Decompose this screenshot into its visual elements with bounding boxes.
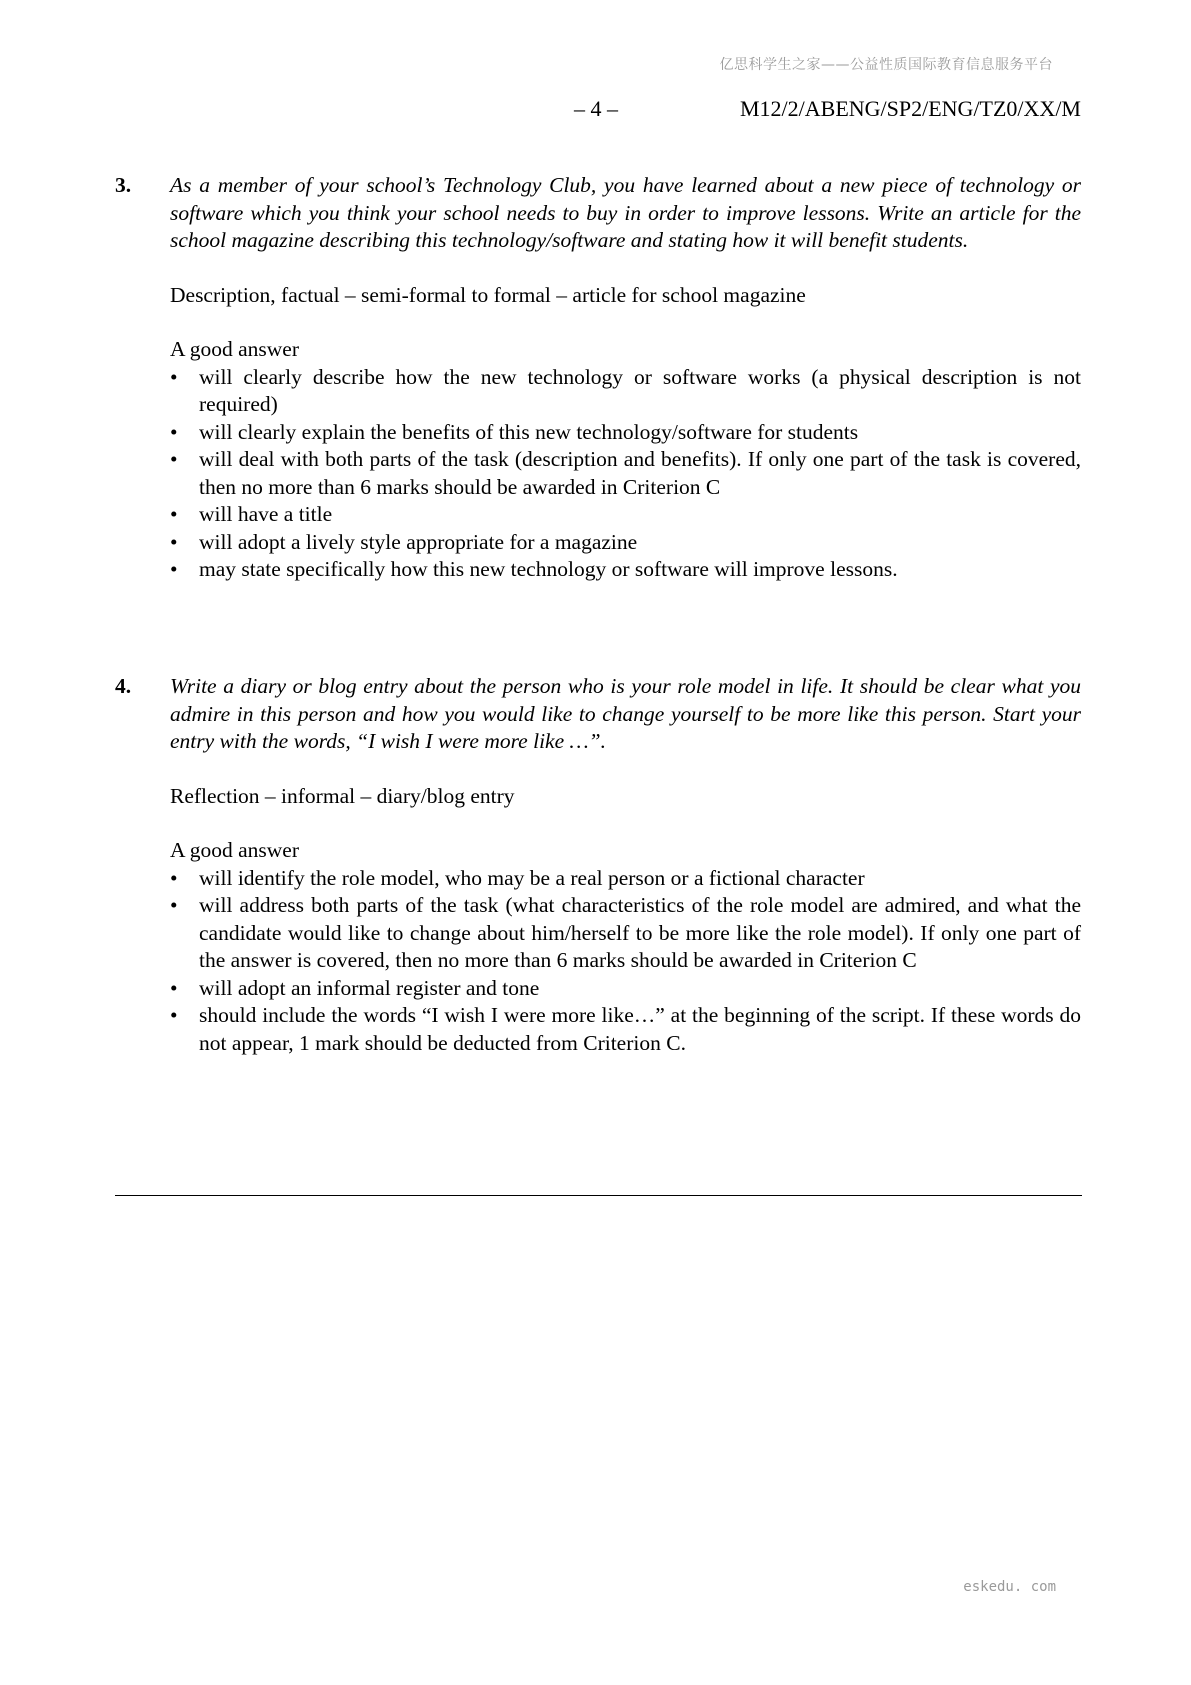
list-item-text: will identify the role model, who may be a real person or a fictional character — [199, 865, 865, 890]
bullet-glyph: • — [170, 502, 178, 526]
text-type-line: Reflection – informal – diary/blog entry — [170, 783, 515, 808]
list-item-text: will clearly explain the benefits of this new technology/software for students — [199, 419, 859, 444]
list-item — [170, 364, 1081, 419]
list-item — [170, 865, 1081, 893]
list-item — [170, 975, 1081, 1003]
document-code: M12/2/ABENG/SP2/ENG/TZ0/XX/M — [739, 96, 1081, 121]
list-item-text: will clearly describe how the new technology or software works (a physical description is not required) — [199, 364, 1081, 416]
bullet-glyph: • — [170, 364, 178, 389]
list-item — [170, 529, 1081, 557]
list-item-text: should include the words “I wish I were more like…” at the beginning of the script. If these words do not appear, 1 mark should be deducted from Criterion C. — [199, 1003, 1081, 1055]
list-item-text: may state specifically how this new technology or software will improve lessons. — [199, 557, 898, 581]
bullet-glyph: • — [170, 1003, 178, 1027]
list-item-text: will adopt an informal register and tone — [199, 975, 540, 1000]
list-item — [170, 1002, 1081, 1057]
bullet-glyph: • — [170, 975, 178, 1000]
good-answer-label: A good answer — [170, 337, 299, 361]
header-watermark: 亿思科学生之家——公益性质国际教育信息服务平台 — [719, 57, 1053, 73]
bullet-glyph: • — [170, 865, 178, 890]
bullet-glyph: • — [170, 893, 178, 917]
list-item-text: will have a title — [199, 502, 333, 526]
list-item-text: will address both parts of the task (what characteristics of the role model are admired, and what the candidate would like to change about him/herself to be more like the role model). If only one part of the answer is covered, then no more than 6 marks should be awarded in Criterion C — [199, 893, 1081, 972]
text-type-line: Description, factual – semi-formal to formal – article for school magazine — [170, 282, 806, 307]
footer-watermark: eskedu. com — [963, 1579, 1056, 1595]
question-number: 3. — [115, 173, 132, 197]
list-item-text: will deal with both parts of the task (description and benefits). If only one part of the task is covered, then no more than 6 marks should be awarded in Criterion C — [199, 447, 1081, 499]
criteria-list — [170, 364, 1081, 584]
list-item — [170, 892, 1081, 975]
question-prompt: As a member of your school’s Technology Club, you have learned about a new piece of technology or software which you think your school needs to buy in order to improve lessons. Write an article for the school magazine describing this technology/software and stating how it will benefit students. — [170, 173, 1081, 252]
question-number: 4. — [115, 674, 132, 698]
good-answer-label: A good answer — [170, 838, 299, 862]
list-item — [170, 501, 1081, 529]
list-item-text: will adopt a lively style appropriate for a magazine — [199, 529, 638, 554]
bullet-glyph: • — [170, 447, 178, 471]
question-4 — [115, 673, 1081, 1057]
list-item — [170, 446, 1081, 501]
list-item — [170, 556, 1081, 584]
list-item — [170, 419, 1081, 447]
bullet-glyph: • — [170, 529, 178, 554]
bullet-glyph: • — [170, 557, 178, 581]
question-3 — [115, 172, 1081, 584]
page-number: – 4 – — [574, 96, 618, 121]
bullet-glyph: • — [170, 419, 178, 444]
question-prompt: Write a diary or blog entry about the person who is your role model in life. It should be clear what you admire in this person and how you would like to change yourself to be more like this person. Start your entry with the words, “I wish I were more like …”. — [170, 674, 1081, 753]
criteria-list — [170, 865, 1081, 1058]
horizontal-divider — [115, 1195, 1082, 1196]
